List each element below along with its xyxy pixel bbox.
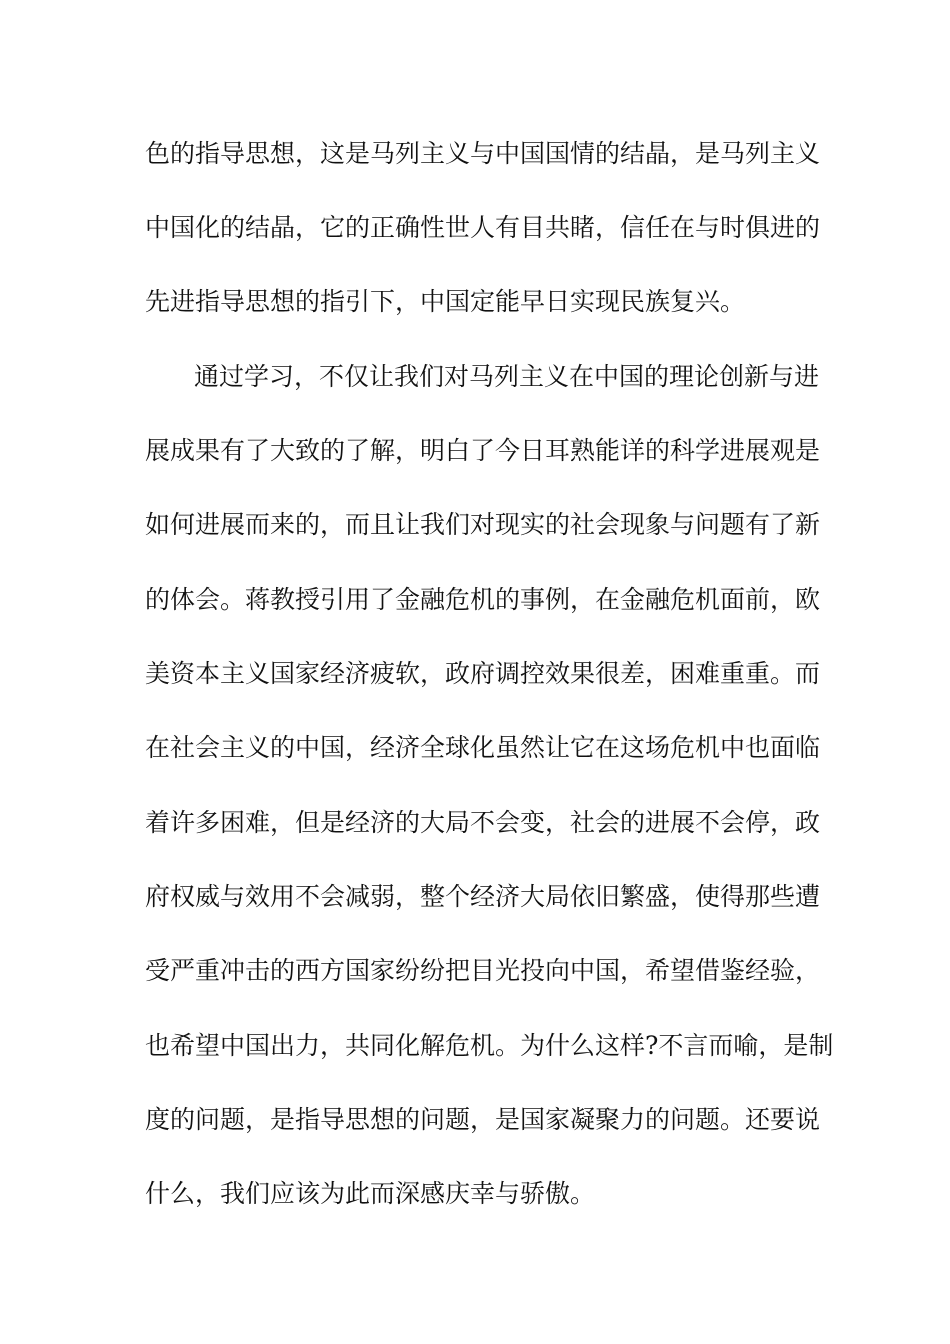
text-line: 如何进展而来的，而且让我们对现实的社会现象与问题有了新 [145,510,821,539]
paragraph-first-line: 通过学习，不仅让我们对马列主义在中国的理论创新与进 [194,362,820,391]
text-line: 在社会主义的中国，经济全球化虽然让它在这场危机中也面临 [145,733,821,762]
text-line: 中国化的结晶，它的正确性世人有目共睹，信任在与时俱进的 [145,213,821,242]
text-line: 的体会。蒋教授引用了金融危机的事例，在金融危机面前，欧 [145,585,821,614]
text-line: 度的问题，是指导思想的问题，是国家凝聚力的问题。还要说 [145,1105,821,1134]
text-line: 也希望中国出力，共同化解危机。为什么这样?不言而喻，是制 [145,1031,834,1060]
text-line: 什么，我们应该为此而深感庆幸与骄傲。 [145,1179,596,1208]
text-line: 美资本主义国家经济疲软，政府调控效果很差，困难重重。而 [145,659,821,688]
text-line: 受严重冲击的西方国家纷纷把目光投向中国，希望借鉴经验， [145,956,821,985]
text-line: 着许多困难，但是经济的大局不会变，社会的进展不会停，政 [145,808,821,837]
text-line: 府权威与效用不会减弱，整个经济大局依旧繁盛，使得那些遭 [145,882,821,911]
text-line: 先进指导思想的指引下，中国定能早日实现民族复兴。 [145,287,746,316]
text-line: 展成果有了大致的了解，明白了今日耳熟能详的科学进展观是 [145,436,821,465]
text-line: 色的指导思想，这是马列主义与中国国情的结晶，是马列主义 [145,139,821,168]
